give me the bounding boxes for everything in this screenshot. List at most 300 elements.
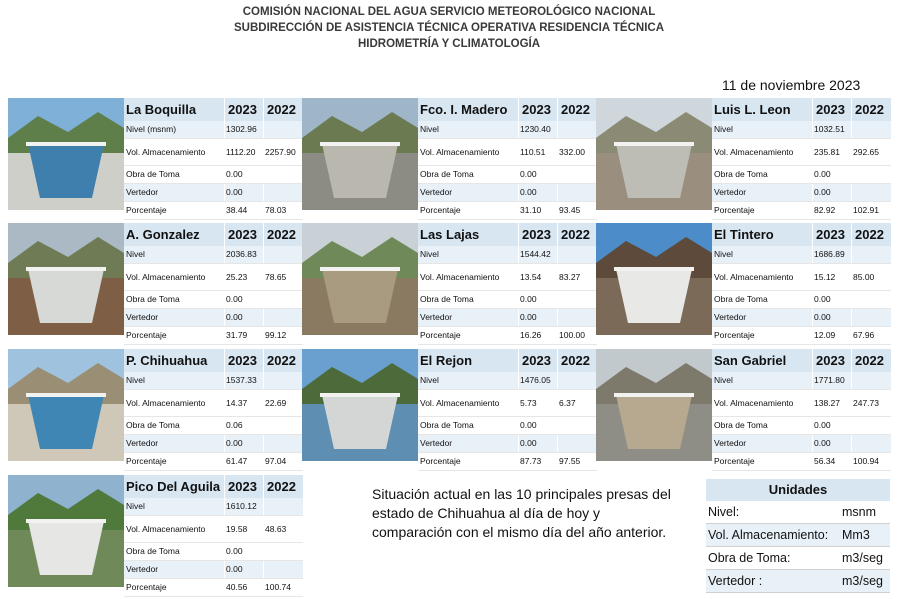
dam-photo-icon xyxy=(596,349,712,461)
vol-row xyxy=(712,264,891,291)
units-label: Obra de Toma: xyxy=(708,551,791,565)
nivel-row xyxy=(124,246,303,264)
dam-photo-icon xyxy=(302,349,418,461)
cell-divider xyxy=(518,264,519,290)
value-2022: 78.65 xyxy=(265,272,287,282)
value-2022: 332.00 xyxy=(559,147,585,157)
value-2023: 38.44 xyxy=(226,205,248,215)
year-2023-header: 2023 xyxy=(228,227,257,242)
vol-row xyxy=(418,264,597,291)
cell-divider xyxy=(224,246,225,263)
pct-row xyxy=(124,327,303,345)
cell-divider xyxy=(557,166,558,183)
vol-row xyxy=(124,390,303,417)
cell-divider xyxy=(224,417,225,434)
row-label: Vol. Almacenamiento xyxy=(420,272,500,282)
row-label: Obra de Toma xyxy=(714,169,768,179)
nivel-row xyxy=(124,372,303,390)
year-2022-header: 2022 xyxy=(561,227,590,242)
toma-row xyxy=(124,166,303,184)
value-2023: 0.00 xyxy=(520,169,537,179)
cell-divider xyxy=(224,184,225,201)
cell-divider xyxy=(263,498,264,515)
vertedor-row xyxy=(418,309,597,327)
dam-name xyxy=(712,349,891,372)
value-2022: 6.37 xyxy=(559,398,576,408)
value-2022: 100.74 xyxy=(265,582,291,592)
row-label: Obra de Toma xyxy=(420,420,474,430)
dam-name xyxy=(418,349,597,372)
units-value: Mm3 xyxy=(842,528,870,542)
dam-photo-icon xyxy=(302,98,418,210)
dam-card xyxy=(8,223,303,340)
dam-table xyxy=(418,349,597,471)
cell-divider xyxy=(851,327,852,344)
value-2023: 0.00 xyxy=(226,438,243,448)
cell-divider xyxy=(224,264,225,290)
dam-table xyxy=(712,98,891,220)
row-label: Vol. Almacenamiento xyxy=(126,524,206,534)
cell-divider xyxy=(851,202,852,219)
value-2023: 13.54 xyxy=(520,272,542,282)
value-2023: 0.00 xyxy=(814,169,831,179)
units-row xyxy=(706,501,890,524)
cell-divider xyxy=(812,202,813,219)
row-label: Nivel xyxy=(126,375,145,385)
dam-name-label: Luis L. Leon xyxy=(714,102,791,117)
cell-divider xyxy=(224,291,225,308)
cell-divider xyxy=(224,498,225,515)
vol-row xyxy=(418,139,597,166)
cell-divider xyxy=(812,435,813,452)
year-2022-header: 2022 xyxy=(855,353,884,368)
row-label: Nivel (msnm) xyxy=(126,124,177,134)
dam-card xyxy=(302,223,597,340)
dam-name-label: Las Lajas xyxy=(420,227,480,242)
value-2022: 67.96 xyxy=(853,330,875,340)
cell-divider xyxy=(851,223,852,246)
pct-row xyxy=(712,327,891,345)
cell-divider xyxy=(224,166,225,183)
value-2023: 14.37 xyxy=(226,398,248,408)
pct-row xyxy=(124,202,303,220)
units-title: Unidades xyxy=(706,479,890,501)
value-2023: 56.34 xyxy=(814,456,836,466)
row-label: Obra de Toma xyxy=(126,546,180,556)
cell-divider xyxy=(518,349,519,372)
dam-photo-icon xyxy=(302,223,418,335)
units-label: Nivel: xyxy=(708,505,740,519)
cell-divider xyxy=(812,372,813,389)
dam-name xyxy=(124,475,303,498)
dam-photo-icon xyxy=(8,475,124,587)
value-2023: 1032.51 xyxy=(814,124,845,134)
value-2023: 0.00 xyxy=(226,187,243,197)
value-2023: 1771.80 xyxy=(814,375,845,385)
value-2023: 0.00 xyxy=(226,294,243,304)
cell-divider xyxy=(851,98,852,121)
pct-row xyxy=(418,327,597,345)
row-label: Nivel xyxy=(714,124,733,134)
row-label: Vol. Almacenamiento xyxy=(126,147,206,157)
year-2022-header: 2022 xyxy=(561,102,590,117)
cell-divider xyxy=(263,309,264,326)
cell-divider xyxy=(224,475,225,498)
cell-divider xyxy=(224,121,225,138)
cell-divider xyxy=(518,327,519,344)
dam-photo-icon xyxy=(8,98,124,210)
value-2023: 0.00 xyxy=(226,546,243,556)
value-2022: 85.00 xyxy=(853,272,875,282)
dam-card xyxy=(8,475,303,592)
pct-row xyxy=(124,453,303,471)
row-label: Nivel xyxy=(126,249,145,259)
header-line-3: HIDROMETRÍA Y CLIMATOLOGÍA xyxy=(357,38,541,50)
row-label: Vol. Almacenamiento xyxy=(714,272,794,282)
vertedor-row xyxy=(712,184,891,202)
year-2022-header: 2022 xyxy=(561,353,590,368)
cell-divider xyxy=(263,291,264,308)
cell-divider xyxy=(263,390,264,416)
nivel-row xyxy=(712,372,891,390)
value-2023: 31.10 xyxy=(520,205,542,215)
value-2023: 16.26 xyxy=(520,330,542,340)
value-2023: 1686.89 xyxy=(814,249,845,259)
units-label: Vertedor : xyxy=(708,574,763,588)
cell-divider xyxy=(812,121,813,138)
cell-divider xyxy=(851,184,852,201)
cell-divider xyxy=(851,417,852,434)
units-row xyxy=(706,524,890,547)
toma-row xyxy=(712,417,891,435)
cell-divider xyxy=(224,309,225,326)
value-2022: 97.04 xyxy=(265,456,287,466)
row-label: Nivel xyxy=(126,501,145,511)
row-label: Vertedor xyxy=(126,564,159,574)
year-2023-header: 2023 xyxy=(228,353,257,368)
row-label: Vertedor xyxy=(420,438,453,448)
cell-divider xyxy=(812,349,813,372)
vol-row xyxy=(124,264,303,291)
value-2022: 99.12 xyxy=(265,330,287,340)
vol-row xyxy=(124,516,303,543)
cell-divider xyxy=(518,435,519,452)
row-label: Obra de Toma xyxy=(420,169,474,179)
cell-divider xyxy=(557,435,558,452)
row-label: Vol. Almacenamiento xyxy=(420,147,500,157)
row-label: Vertedor xyxy=(714,312,747,322)
value-2022: 100.00 xyxy=(559,330,585,340)
value-2023: 110.51 xyxy=(520,147,546,157)
row-label: Vol. Almacenamiento xyxy=(714,147,794,157)
vol-row xyxy=(712,390,891,417)
units-row xyxy=(706,547,890,570)
cell-divider xyxy=(557,390,558,416)
dam-card xyxy=(596,98,891,215)
value-2023: 0.00 xyxy=(814,294,831,304)
value-2022: 78.03 xyxy=(265,205,287,215)
cell-divider xyxy=(263,543,264,560)
value-2023: 1302.96 xyxy=(226,124,257,134)
vol-row xyxy=(712,139,891,166)
cell-divider xyxy=(851,372,852,389)
cell-divider xyxy=(557,121,558,138)
cell-divider xyxy=(812,327,813,344)
cell-divider xyxy=(851,309,852,326)
year-2023-header: 2023 xyxy=(522,353,551,368)
vertedor-row xyxy=(712,309,891,327)
units-value: msnm xyxy=(842,505,877,519)
value-2023: 0.00 xyxy=(520,420,537,430)
row-label: Obra de Toma xyxy=(420,294,474,304)
dam-name xyxy=(124,223,303,246)
pct-row xyxy=(418,202,597,220)
value-2023: 0.06 xyxy=(226,420,243,430)
row-label: Obra de Toma xyxy=(714,420,768,430)
cell-divider xyxy=(557,98,558,121)
cell-divider xyxy=(518,139,519,165)
cell-divider xyxy=(224,435,225,452)
vertedor-row xyxy=(124,561,303,579)
dam-card xyxy=(596,349,891,466)
cell-divider xyxy=(263,264,264,290)
cell-divider xyxy=(224,543,225,560)
cell-divider xyxy=(263,246,264,263)
dam-photo-icon xyxy=(8,349,124,461)
row-label: Porcentaje xyxy=(126,582,167,592)
year-2023-header: 2023 xyxy=(816,353,845,368)
value-2022: 100.94 xyxy=(853,456,879,466)
cell-divider xyxy=(518,184,519,201)
dam-table xyxy=(124,475,303,597)
cell-divider xyxy=(851,139,852,165)
value-2023: 138.27 xyxy=(814,398,840,408)
toma-row xyxy=(712,291,891,309)
cell-divider xyxy=(224,98,225,121)
value-2022: 97.55 xyxy=(559,456,581,466)
cell-divider xyxy=(263,516,264,542)
row-label: Vertedor xyxy=(126,187,159,197)
dam-name-label: A. Gonzalez xyxy=(126,227,200,242)
value-2023: 1610.12 xyxy=(226,501,257,511)
row-label: Vol. Almacenamiento xyxy=(714,398,794,408)
dam-name xyxy=(124,349,303,372)
pct-row xyxy=(712,453,891,471)
dam-name-label: Fco. I. Madero xyxy=(420,102,508,117)
cell-divider xyxy=(518,372,519,389)
value-2023: 0.00 xyxy=(814,420,831,430)
cell-divider xyxy=(263,98,264,121)
dam-name xyxy=(712,98,891,121)
row-label: Porcentaje xyxy=(714,456,755,466)
header-line-2: SUBDIRECCIÓN DE ASISTENCIA TÉCNICA OPERATIVA RESIDENCIA TÉCNICA xyxy=(234,22,664,34)
value-2023: 1537.33 xyxy=(226,375,257,385)
cell-divider xyxy=(263,417,264,434)
cell-divider xyxy=(812,166,813,183)
value-2023: 87.73 xyxy=(520,456,542,466)
dam-card xyxy=(596,223,891,340)
cell-divider xyxy=(263,166,264,183)
cell-divider xyxy=(851,166,852,183)
cell-divider xyxy=(518,417,519,434)
situation-text: Situación actual en las 10 principales presas del estado de Chihuahua al día de hoy y comparación con el mismo día del año anterior. xyxy=(372,486,671,540)
cell-divider xyxy=(263,223,264,246)
cell-divider xyxy=(263,579,264,596)
cell-divider xyxy=(224,516,225,542)
cell-divider xyxy=(263,202,264,219)
toma-row xyxy=(418,417,597,435)
cell-divider xyxy=(518,246,519,263)
cell-divider xyxy=(812,139,813,165)
nivel-row xyxy=(418,246,597,264)
cell-divider xyxy=(851,390,852,416)
row-label: Porcentaje xyxy=(714,205,755,215)
value-2022: 93.45 xyxy=(559,205,581,215)
value-2023: 0.00 xyxy=(520,187,537,197)
row-label: Porcentaje xyxy=(126,330,167,340)
value-2023: 0.00 xyxy=(520,438,537,448)
cell-divider xyxy=(557,139,558,165)
row-label: Porcentaje xyxy=(420,205,461,215)
cell-divider xyxy=(557,202,558,219)
cell-divider xyxy=(518,453,519,470)
value-2022: 22.69 xyxy=(265,398,287,408)
cell-divider xyxy=(263,561,264,578)
cell-divider xyxy=(557,372,558,389)
row-label: Porcentaje xyxy=(126,456,167,466)
cell-divider xyxy=(557,246,558,263)
value-2023: 2036.83 xyxy=(226,249,257,259)
row-label: Nivel xyxy=(420,375,439,385)
cell-divider xyxy=(518,390,519,416)
dam-card xyxy=(302,349,597,466)
cell-divider xyxy=(851,435,852,452)
vertedor-row xyxy=(124,309,303,327)
value-2022: 102.91 xyxy=(853,205,879,215)
toma-row xyxy=(124,417,303,435)
dam-name xyxy=(712,223,891,246)
toma-row xyxy=(124,291,303,309)
vertedor-row xyxy=(124,184,303,202)
cell-divider xyxy=(812,417,813,434)
units-value: m3/seg xyxy=(842,574,883,588)
cell-divider xyxy=(851,264,852,290)
value-2022: 83.27 xyxy=(559,272,581,282)
vol-row xyxy=(124,139,303,166)
value-2022: 2257.90 xyxy=(265,147,296,157)
cell-divider xyxy=(812,246,813,263)
year-2022-header: 2022 xyxy=(267,479,296,494)
row-label: Vertedor xyxy=(126,312,159,322)
value-2023: 1544.42 xyxy=(520,249,551,259)
dam-name xyxy=(124,98,303,121)
row-label: Porcentaje xyxy=(420,330,461,340)
dam-table xyxy=(418,98,597,220)
cell-divider xyxy=(851,246,852,263)
cell-divider xyxy=(812,223,813,246)
dam-table xyxy=(712,223,891,345)
cell-divider xyxy=(224,327,225,344)
cell-divider xyxy=(812,390,813,416)
value-2023: 61.47 xyxy=(226,456,248,466)
value-2023: 0.00 xyxy=(814,438,831,448)
dam-name xyxy=(418,98,597,121)
row-label: Obra de Toma xyxy=(126,420,180,430)
toma-row xyxy=(712,166,891,184)
pct-row xyxy=(712,202,891,220)
value-2022: 48.63 xyxy=(265,524,287,534)
vertedor-row xyxy=(418,184,597,202)
vertedor-row xyxy=(712,435,891,453)
row-label: Vol. Almacenamiento xyxy=(126,398,206,408)
value-2023: 0.00 xyxy=(226,564,243,574)
dam-table xyxy=(124,223,303,345)
year-2022-header: 2022 xyxy=(267,227,296,242)
nivel-row xyxy=(124,121,303,139)
row-label: Vol. Almacenamiento xyxy=(420,398,500,408)
year-2023-header: 2023 xyxy=(228,102,257,117)
value-2023: 31.79 xyxy=(226,330,248,340)
cell-divider xyxy=(557,291,558,308)
units-label: Vol. Almacenamiento: xyxy=(708,528,829,542)
cell-divider xyxy=(518,166,519,183)
cell-divider xyxy=(518,309,519,326)
row-label: Porcentaje xyxy=(714,330,755,340)
cell-divider xyxy=(812,309,813,326)
value-2023: 0.00 xyxy=(520,312,537,322)
cell-divider xyxy=(224,372,225,389)
dam-table xyxy=(712,349,891,471)
row-label: Nivel xyxy=(714,249,733,259)
cell-divider xyxy=(224,223,225,246)
pct-row xyxy=(418,453,597,471)
year-2022-header: 2022 xyxy=(267,102,296,117)
cell-divider xyxy=(557,349,558,372)
dam-name-label: Pico Del Aguila xyxy=(126,479,221,494)
cell-divider xyxy=(224,202,225,219)
value-2023: 5.73 xyxy=(520,398,537,408)
nivel-row xyxy=(712,246,891,264)
units-row xyxy=(706,570,890,593)
cell-divider xyxy=(224,453,225,470)
cell-divider xyxy=(812,98,813,121)
nivel-row xyxy=(418,121,597,139)
dam-photo-icon xyxy=(8,223,124,335)
cell-divider xyxy=(263,453,264,470)
cell-divider xyxy=(557,453,558,470)
row-label: Porcentaje xyxy=(420,456,461,466)
value-2022: 247.73 xyxy=(853,398,879,408)
row-label: Vertedor xyxy=(714,187,747,197)
row-label: Nivel xyxy=(714,375,733,385)
nivel-row xyxy=(418,372,597,390)
cell-divider xyxy=(851,349,852,372)
nivel-row xyxy=(124,498,303,516)
row-label: Vertedor xyxy=(420,187,453,197)
cell-divider xyxy=(224,139,225,165)
dam-name-label: El Rejon xyxy=(420,353,473,368)
cell-divider xyxy=(851,291,852,308)
row-label: Nivel xyxy=(420,249,439,259)
toma-row xyxy=(124,543,303,561)
row-label: Vol. Almacenamiento xyxy=(126,272,206,282)
cell-divider xyxy=(557,223,558,246)
dam-card xyxy=(8,98,303,215)
value-2023: 0.00 xyxy=(814,312,831,322)
value-2023: 12.09 xyxy=(814,330,836,340)
dam-photo-icon xyxy=(596,223,712,335)
dam-card xyxy=(302,98,597,215)
